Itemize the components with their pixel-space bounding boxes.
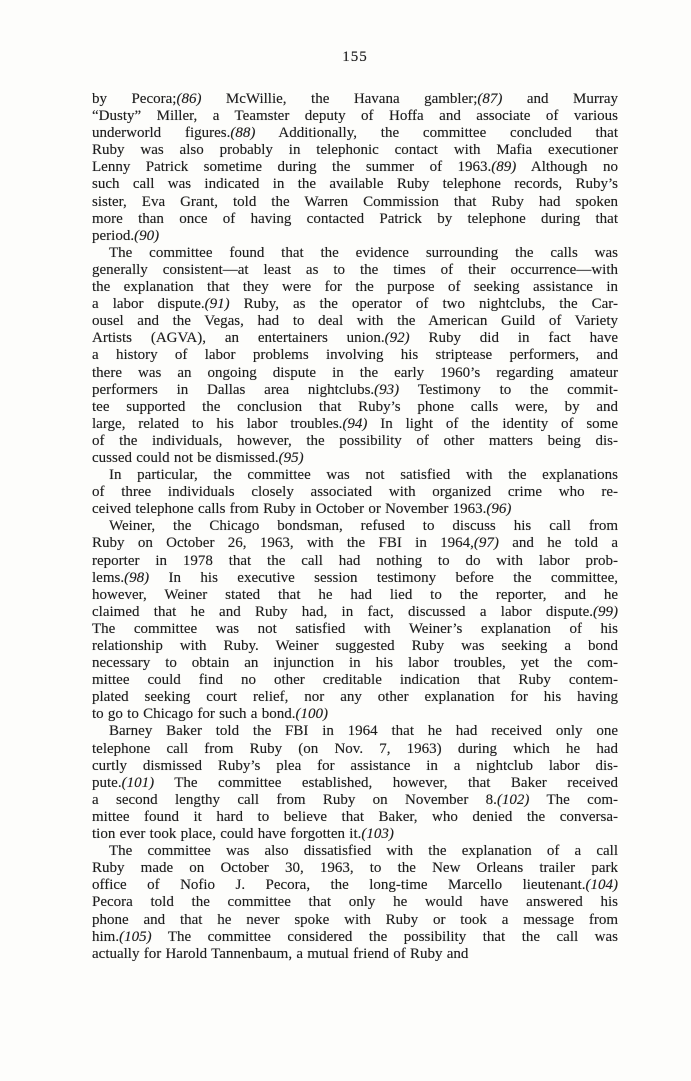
text-line: Ruby made on October 30, 1963, to the New Orleans trailer park (92, 860, 618, 877)
text-line: Ruby on October 26, 1963, with the FBI in 1964,(97) and he told a (92, 535, 618, 552)
text-line: large, related to his labor troubles.(94) In light of the identity of some (92, 415, 618, 432)
citation-number: (102) (496, 791, 530, 808)
text-line: of the individuals, however, the possibility of other matters being dis- (92, 432, 618, 449)
citation-number: (104) (585, 877, 618, 894)
citation-number: (92) (384, 330, 410, 347)
text-line: plated seeking court relief, nor any other explanation for his having (92, 689, 618, 706)
text-line: generally consistent—at least as to the times of their occurrence—with (92, 261, 618, 278)
text-line: necessary to obtain an injunction in his labor troubles, yet the com- (92, 655, 618, 672)
paragraph (92, 518, 618, 723)
text-line: more than once of having contacted Patrick by telephone during that (92, 210, 618, 227)
text-line: office of Nofio J. Pecora, the long-time Marcello lieutenant.(104) (92, 877, 618, 894)
text-line: The committee was also dissatisfied with the explanation of a call (109, 843, 618, 860)
text-line: Weiner, the Chicago bondsman, refused to discuss his call from (109, 518, 618, 535)
citation-number: (97) (473, 535, 499, 552)
text-line: relationship with Ruby. Weiner suggested Ruby was seeking a bond (92, 638, 618, 654)
paragraph (92, 91, 618, 245)
text-line: to go to Chicago for such a bond.(100) (92, 706, 328, 723)
text-line: tion ever took place, could have forgotten it.(103) (92, 826, 394, 843)
paragraph (92, 843, 618, 963)
text-line: ousel and the Vegas, had to deal with the American Guild of Variety (92, 313, 618, 330)
text-line: lems.(98) In his executive session testimony before the committee, (92, 569, 618, 586)
text-line: “Dusty” Miller, a Teamster deputy of Hoffa and associate of various (92, 108, 618, 125)
text-line: period.(90) (92, 227, 160, 244)
citation-number: (100) (295, 706, 328, 723)
text-line: a labor dispute.(91) Ruby, as the operator of two nightclubs, the Car- (92, 296, 618, 313)
citation-number: (89) (491, 159, 517, 176)
text-line: by Pecora;(86) McWillie, the Havana gambler;(87) and Murray (92, 91, 618, 107)
text-line: a history of labor problems involving his striptease performers, and (92, 347, 618, 364)
citation-number: (96) (486, 501, 512, 518)
citation-number: (90) (134, 227, 160, 244)
page-number: 155 (342, 49, 368, 65)
text-line: however, Weiner stated that he had lied to the reporter, and he (92, 586, 618, 603)
citation-number: (101) (121, 774, 155, 791)
citation-number: (87) (477, 91, 503, 107)
text-column (92, 91, 618, 963)
text-line: Pecora told the committee that only he would have answered his (92, 894, 618, 911)
text-line: Ruby was also probably in telephonic contact with Mafia executioner (92, 142, 618, 159)
text-line: The committee was not satisfied with Weiner’s explanation of his (92, 620, 618, 637)
citation-number: (99) (593, 603, 618, 620)
text-line: ceived telephone calls from Ruby in October or November 1963.(96) (92, 501, 512, 518)
text-line: performers in Dallas area nightclubs.(93) Testimony to the commit- (92, 381, 618, 398)
paragraph (92, 245, 618, 467)
text-line: In particular, the committee was not satisfied with the explanations (109, 467, 618, 484)
text-line: actually for Harold Tannenbaum, a mutual friend of Ruby and (92, 945, 469, 962)
citation-number: (105) (119, 928, 152, 945)
citation-number: (103) (361, 826, 394, 843)
text-line: Artists (AGVA), an entertainers union.(92) Ruby did in fact have (92, 330, 618, 347)
citation-number: (91) (204, 296, 230, 313)
text-line: phone and that he never spoke with Ruby or took a message from (92, 911, 618, 928)
text-line: claimed that he and Ruby had, in fact, discussed a labor dispute.(99) (92, 603, 618, 620)
citation-number: (93) (374, 381, 400, 398)
paragraph (92, 723, 618, 843)
text-line: of three individuals closely associated with organized crime who re- (92, 484, 618, 501)
citation-number: (88) (230, 125, 256, 142)
text-line: there was an ongoing dispute in the early 1960’s regarding amateur (92, 364, 618, 381)
text-line: a second lengthy call from Ruby on November 8.(102) The com- (92, 791, 618, 808)
citation-number: (98) (124, 569, 150, 586)
text-line: curtly dismissed Ruby’s plea for assistance in a nightclub labor dis- (92, 757, 618, 774)
text-line: The committee found that the evidence surrounding the calls was (109, 244, 618, 261)
text-line: sister, Eva Grant, told the Warren Commission that Ruby had spoken (92, 193, 618, 210)
text-line: the explanation that they were for the purpose of seeking assistance in (92, 279, 618, 296)
text-line: underworld figures.(88) Additionally, the committee concluded that (92, 125, 618, 142)
citation-number: (95) (278, 449, 304, 466)
text-line: reporter in 1978 that the call had nothing to do with labor prob- (92, 552, 618, 569)
text-line: mittee found it hard to believe that Baker, who denied the conversa- (92, 808, 618, 825)
citation-number: (94) (342, 415, 368, 432)
text-line: Barney Baker told the FBI in 1964 that he had received only one (109, 723, 618, 740)
text-line: Lenny Patrick sometime during the summer of 1963.(89) Although no (92, 159, 618, 176)
text-line: pute.(101) The committee established, however, that Baker received (92, 774, 618, 791)
text-line: mittee could find no other creditable indication that Ruby contem- (92, 672, 618, 689)
citation-number: (86) (176, 91, 202, 107)
text-line: cussed could not be dismissed.(95) (92, 449, 304, 466)
text-line: tee supported the conclusion that Ruby’s phone calls were, by and (92, 398, 618, 415)
text-line: telephone call from Ruby (on Nov. 7, 1963) during which he had (92, 740, 618, 757)
paragraph (92, 467, 618, 518)
text-line: him.(105) The committee considered the possibility that the call was (92, 928, 618, 945)
text-line: such call was indicated in the available Ruby telephone records, Ruby’s (92, 176, 618, 193)
